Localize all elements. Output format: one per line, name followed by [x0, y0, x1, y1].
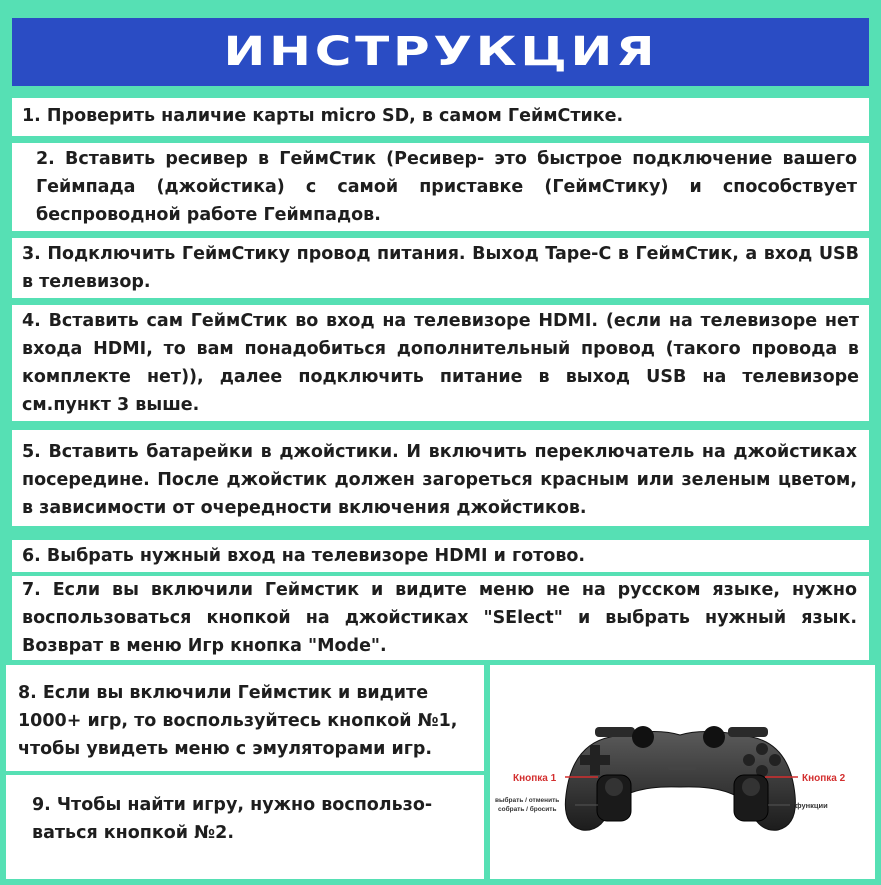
step-9 — [6, 775, 484, 879]
step-6-text: 6. Выбрать нужный вход на телевизоре HDMI и готово. — [22, 546, 586, 566]
step-2 — [12, 143, 869, 231]
gamepad-icon — [490, 665, 875, 879]
step-4 — [12, 305, 869, 421]
gamepad-illustration — [490, 665, 875, 879]
left-caption-1: выбрать / отменить — [495, 797, 560, 804]
step-4-text: 4. Вставить сам ГеймСтик во вход на телевизоре HDMI. (если на телевизоре нет входа HDMI, то вам понадобиться дополнительный провод (такого провода в комплекте нет)), далее подключить питание в выход USB на телевизоре см.пункт 3 выше. — [22, 311, 859, 415]
step-7 — [12, 576, 869, 660]
step-5 — [12, 430, 869, 526]
left-caption-2: собрать / бросить — [498, 806, 557, 813]
step-1-text: 1. Проверить наличие карты micro SD, в самом ГеймСтике. — [22, 106, 624, 126]
step-8 — [6, 665, 484, 771]
step-3 — [12, 238, 869, 298]
step-7-text: 7. Если вы включили Геймстик и видите меню не на русском языке, нужно воспользоваться кнопкой на джойстиках "SElect" и выбрать нужный язык. Возврат в меню Игр кнопка "Mode". — [22, 580, 857, 656]
step-3-text: 3. Подключить ГеймСтику провод питания. Выход Tape-C в ГеймСтик, а вход USB в телевизор. — [22, 244, 859, 292]
step-1 — [12, 98, 869, 136]
page-title: ИНСТРУКЦИЯ — [223, 29, 658, 75]
button2-label: Кнопка 2 — [802, 773, 846, 784]
title-banner — [12, 18, 869, 86]
step-6 — [12, 540, 869, 572]
button1-label: Кнопка 1 — [513, 773, 557, 784]
step-9-text: 9. Чтобы найти игру, нужно воспользо-ваться кнопкой №2. — [32, 795, 433, 843]
step-8-text: 8. Если вы включили Геймстик и видите 1000+ игр, то воспользуйтесь кнопкой №1, чтобы увидеть меню с эмуляторами игр. — [18, 683, 458, 759]
step-5-text: 5. Вставить батарейки в джойстики. И включить переключатель на джойстиках посередине. После джойстик должен загореться красным или зеленым цветом, в зависимости от очередности включения джойстиков. — [22, 442, 857, 518]
right-caption: функции — [795, 801, 828, 810]
step-2-text: 2. Вставить ресивер в ГеймСтик (Ресивер- это быстрое подключение вашего Геймпада (джойстика) с самой приставке (ГеймСтику) и способствует беспроводной работе Геймпадов. — [36, 149, 857, 225]
